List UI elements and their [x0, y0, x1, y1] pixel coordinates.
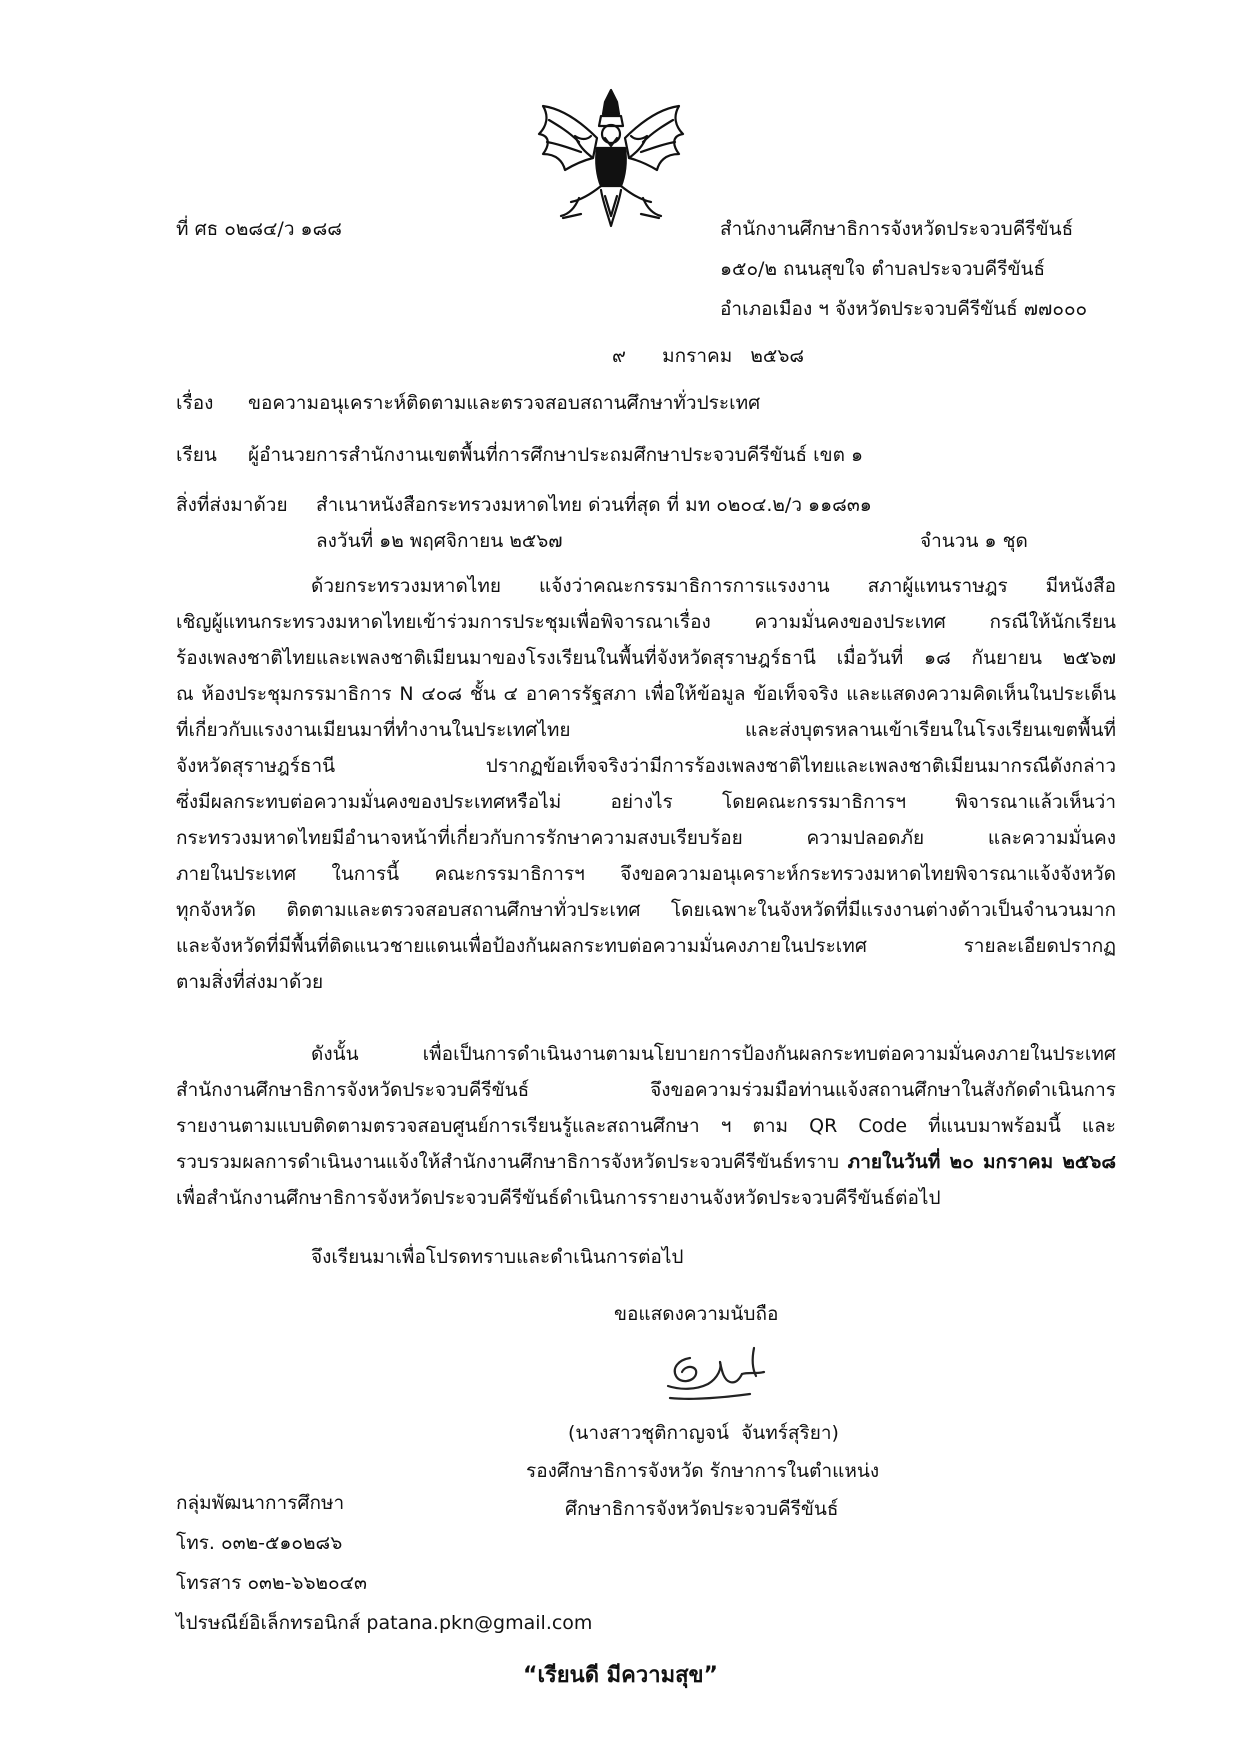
contact-department: กลุ่มพัฒนาการศึกษา	[176, 1492, 345, 1514]
body-line	[176, 1144, 1116, 1180]
enclosure-label: สิ่งที่ส่งมาด้วย	[176, 494, 288, 516]
contact-fax: โทรสาร ๐๓๒-๖๖๒๐๔๓	[176, 1572, 368, 1594]
enclosure-line2: ลงวันที่ ๑๒ พฤศจิกายน ๒๕๖๗	[316, 530, 563, 552]
subject-text: ขอความอนุเคราะห์ติดตามและตรวจสอบสถานศึกษาทั่วประเทศ	[248, 392, 761, 414]
office-province: อำเภอเมือง ฯ จังหวัดประจวบคีรีขันธ์ ๗๗๐๐๐	[720, 298, 1088, 320]
recipient-text: ผู้อำนวยการสำนักงานเขตพื้นที่การศึกษาประถมศึกษาประจวบคีรีขันธ์ เขต ๑	[248, 444, 864, 466]
closing-request: จึงเรียนมาเพื่อโปรดทราบและดำเนินการต่อไป	[311, 1246, 684, 1268]
enclosure-line1: สำเนาหนังสือกระทรวงมหาดไทย ด่วนที่สุด ที่ มท ๐๒๐๔.๒/ว ๑๑๘๓๑	[316, 494, 872, 516]
body-line: จังหวัดสุราษฎร์ธานี ปรากฏข้อเท็จจริงว่ามีการร้องเพลงชาติไทยและเพลงชาติเมียนมากรณีดังกล่าว	[176, 755, 1116, 777]
enclosure-count: จำนวน ๑ ชุด	[920, 530, 1028, 552]
body-line: ณ ห้องประชุมกรรมาธิการ N ๔๐๘ ชั้น ๔ อาคารรัฐสภา เพื่อให้ข้อมูล ข้อเท็จจริง และแสดงความคิดเห็นในประเด็น	[176, 683, 1116, 705]
body-line: เชิญผู้แทนกระทรวงมหาดไทยเข้าร่วมการประชุมเพื่อพิจารณาเรื่อง ความมั่นคงของประเทศ กรณีให้นักเรียน	[176, 611, 1116, 633]
contact-phone: โทร. ๐๓๒-๕๑๐๒๘๖	[176, 1532, 343, 1554]
subject-label: เรื่อง	[176, 392, 214, 414]
body-line: และจังหวัดที่มีพื้นที่ติดแนวชายแดนเพื่อป้องกันผลกระทบต่อความมั่นคงภายในประเทศ รายละเอียดปรากฏ	[176, 935, 1116, 957]
body-paragraph-1	[176, 568, 1116, 1000]
body-line: ที่เกี่ยวกับแรงงานเมียนมาที่ทำงานในประเทศไทย และส่งบุตรหลานเข้าเรียนในโรงเรียนเขตพื้นที่	[176, 719, 1116, 741]
garuda-emblem-icon	[535, 86, 687, 236]
salutation: ขอแสดงความนับถือ	[614, 1303, 779, 1325]
deadline-date: ภายในวันที่ ๒๐ มกราคม ๒๕๖๘	[847, 1151, 1117, 1173]
motto: “เรียนดี มีความสุข”	[522, 1663, 719, 1688]
body-paragraph-2	[176, 1036, 1116, 1216]
office-address: ๑๕๐/๒ ถนนสุขใจ ตำบลประจวบคีรีขันธ์	[720, 258, 1046, 280]
contact-email: ไปรษณีย์อิเล็กทรอนิกส์ patana.pkn@gmail.com	[176, 1612, 593, 1634]
body-line: ซึ่งมีผลกระทบต่อความมั่นคงของประเทศหรือไม่ อย่างไร โดยคณะกรรมาธิการฯ พิจารณาแล้วเห็นว่า	[176, 791, 1116, 813]
signatory-position-2: ศึกษาธิการจังหวัดประจวบคีรีขันธ์	[565, 1498, 839, 1520]
body-line: เพื่อสำนักงานศึกษาธิการจังหวัดประจวบคีรีขันธ์ดำเนินการรายงานจังหวัดประจวบคีรีขันธ์ต่อไป	[176, 1187, 941, 1209]
document-number: ที่ ศธ ๐๒๘๔/ว ๑๘๘	[176, 218, 342, 240]
deadline-intro: รวบรวมผลการดำเนินงานแจ้งให้สำนักงานศึกษาธิการจังหวัดประจวบคีรีขันธ์ทราบ	[176, 1151, 848, 1173]
body-line: ภายในประเทศ ในการนี้ คณะกรรมาธิการฯ จึงขอความอนุเคราะห์กระทรวงมหาดไทยพิจารณาแจ้งจังหวัด	[176, 863, 1116, 885]
body-line: ดังนั้น เพื่อเป็นการดำเนินงานตามนโยบายการป้องกันผลกระทบต่อความมั่นคงภายในประเทศ	[311, 1043, 1116, 1065]
handwritten-signature-icon	[660, 1338, 780, 1408]
body-line: ทุกจังหวัด ติดตามและตรวจสอบสถานศึกษาทั่วประเทศ โดยเฉพาะในจังหวัดที่มีแรงงานต่างด้าวเป็นจำนวนมาก	[176, 899, 1116, 921]
body-line: ตามสิ่งที่ส่งมาด้วย	[176, 971, 324, 993]
office-name: สำนักงานศึกษาธิการจังหวัดประจวบคีรีขันธ์	[720, 218, 1074, 240]
letter-date: ๙ มกราคม ๒๕๖๘	[612, 345, 805, 367]
recipient-label: เรียน	[176, 444, 217, 466]
body-line: รายงานตามแบบติดตามตรวจสอบศูนย์การเรียนรู้และสถานศึกษา ฯ ตาม QR Code ที่แนบมาพร้อมนี้ และ	[176, 1115, 1116, 1137]
signatory-name: (นางสาวชุติกาญจน์ จันทร์สุริยา)	[568, 1422, 839, 1444]
body-line: ด้วยกระทรวงมหาดไทย แจ้งว่าคณะกรรมาธิการการแรงงาน สภาผู้แทนราษฎร มีหนังสือ	[311, 575, 1116, 597]
body-line: ร้องเพลงชาติไทยและเพลงชาติเมียนมาของโรงเรียนในพื้นที่จังหวัดสุราษฎร์ธานี เมื่อวันที่ ๑๘ กันยายน ๒๕๖๗	[176, 647, 1116, 669]
body-line: กระทรวงมหาดไทยมีอำนาจหน้าที่เกี่ยวกับการรักษาความสงบเรียบร้อย ความปลอดภัย และความมั่นคง	[176, 827, 1116, 849]
signatory-position-1: รองศึกษาธิการจังหวัด รักษาการในตำแหน่ง	[526, 1460, 880, 1482]
body-line: สำนักงานศึกษาธิการจังหวัดประจวบคีรีขันธ์ จึงขอความร่วมมือท่านแจ้งสถานศึกษาในสังกัดดำเนินการ	[176, 1079, 1116, 1101]
